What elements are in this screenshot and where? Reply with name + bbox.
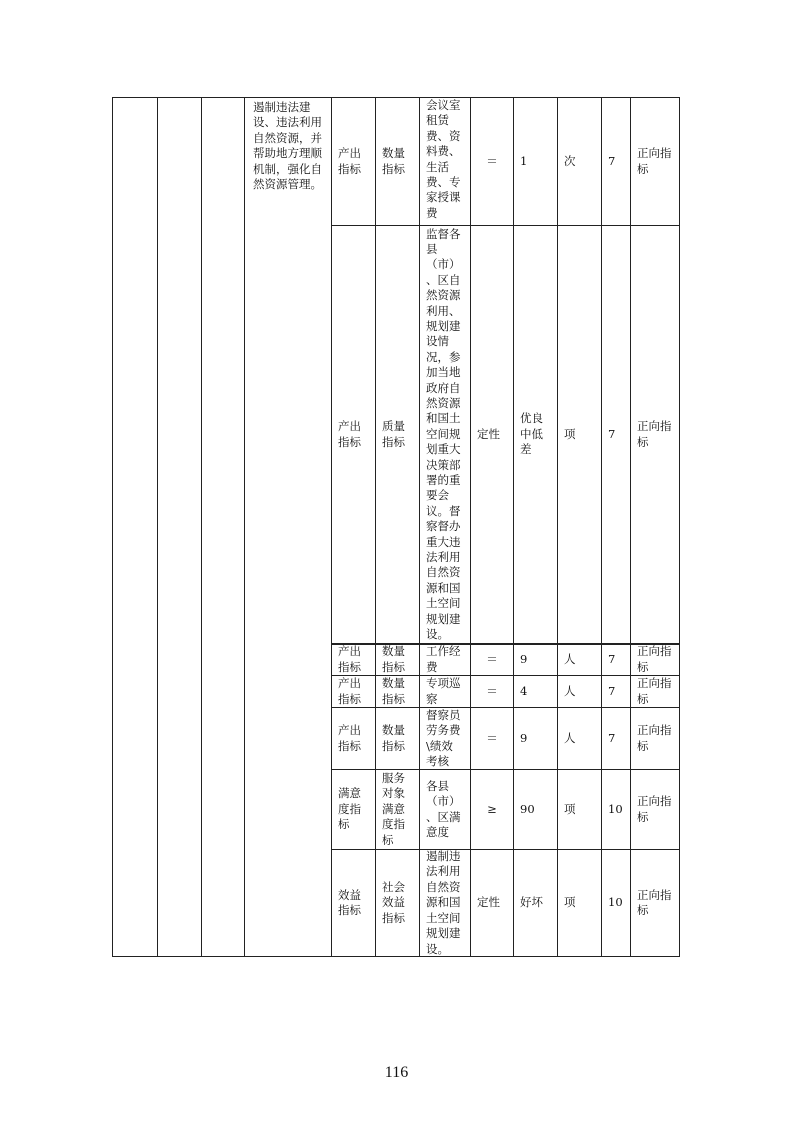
level2-cell: 数量 指标	[382, 644, 405, 674]
level2-cell: 社会 效益 指标	[382, 879, 405, 925]
indicator-cell: 遏制违 法利用 自然资 源和国 土空间 规划建 设。	[426, 850, 461, 956]
level2-cell: 数量 指标	[382, 723, 405, 753]
score-cell: 7	[608, 651, 616, 666]
unit-cell: 项	[564, 426, 576, 441]
unit-cell: 次	[564, 153, 576, 168]
column-divider	[201, 98, 202, 956]
unit-cell: 项	[564, 801, 576, 816]
performance-indicator-table	[112, 97, 680, 957]
score-cell: 7	[608, 730, 616, 745]
target-cell: 9	[520, 651, 528, 666]
operator-cell: ＝	[486, 730, 498, 745]
score-cell: 7	[608, 426, 616, 441]
direction-cell: 正向指 标	[637, 419, 672, 449]
direction-cell: 正向指 标	[637, 676, 672, 706]
operator-cell: ＝	[486, 651, 498, 666]
level2-cell: 质量 指标	[382, 419, 405, 449]
target-cell: 好坏	[520, 895, 543, 910]
direction-cell: 正向指 标	[637, 794, 672, 824]
overall-goal-text: 遏制违法建设、违法利用自然资源，并帮助地方理顺机制，强化自然资源管理。	[253, 100, 322, 192]
indicator-cell: 各县 （市） 、区满 意度	[426, 778, 461, 839]
score-cell: 7	[608, 683, 616, 698]
operator-cell: 定性	[477, 426, 500, 441]
level1-cell: 效益 指标	[338, 887, 361, 917]
indicator-cell: 专项巡 察	[426, 676, 461, 706]
direction-cell: 正向指 标	[637, 723, 672, 753]
unit-cell: 人	[564, 651, 576, 666]
unit-cell: 项	[564, 895, 576, 910]
level1-cell: 产出 指标	[338, 723, 361, 753]
unit-cell: 人	[564, 730, 576, 745]
indicator-cell: 督察员 劳务费 \绩效 考核	[426, 708, 461, 768]
level2-cell: 服务 对象 满意 度指 标	[382, 770, 405, 847]
level1-cell: 产出 指标	[338, 146, 361, 176]
target-cell: 4	[520, 683, 528, 698]
level1-cell: 满意 度指 标	[338, 786, 361, 832]
operator-cell: ＝	[486, 153, 498, 168]
direction-cell: 正向指 标	[637, 146, 672, 176]
score-cell: 10	[608, 801, 623, 816]
operator-cell: 定性	[477, 895, 500, 910]
direction-cell: 正向指 标	[637, 887, 672, 917]
operator-cell: ≥	[487, 801, 497, 816]
indicator-cell: 工作经 费	[426, 644, 461, 674]
page-number: 116	[384, 1064, 409, 1081]
level1-cell: 产出 指标	[338, 419, 361, 449]
overall-goal-cell	[245, 100, 331, 225]
score-cell: 10	[608, 895, 623, 910]
direction-cell: 正向指 标	[637, 644, 672, 674]
column-divider	[157, 98, 158, 956]
level1-cell: 产出 指标	[338, 644, 361, 674]
column-divider	[244, 98, 245, 956]
operator-cell: ＝	[486, 683, 498, 698]
indicator-cell: 监督各 县 （市） 、区自 然资源 利用、 规划建 设情 况，参 加当地 政府自 然资源 和国土 空间规 划重大 决策部 署的重 要会 议。督 察督办 重大违 法利用 自然资 源和国 土空间 规划建 设。	[426, 226, 461, 642]
target-cell: 90	[520, 801, 535, 816]
target-cell: 优良 中低 差	[520, 411, 543, 457]
score-cell: 7	[608, 153, 616, 168]
level2-cell: 数量 指标	[382, 676, 405, 706]
unit-cell: 人	[564, 683, 576, 698]
indicator-cell: 会议室 租赁 费、资 料费、 生活 费、专 家授课 费	[426, 98, 461, 220]
level2-cell: 数量 指标	[382, 146, 405, 176]
target-cell: 1	[520, 153, 528, 168]
target-cell: 9	[520, 730, 528, 745]
level1-cell: 产出 指标	[338, 676, 361, 706]
